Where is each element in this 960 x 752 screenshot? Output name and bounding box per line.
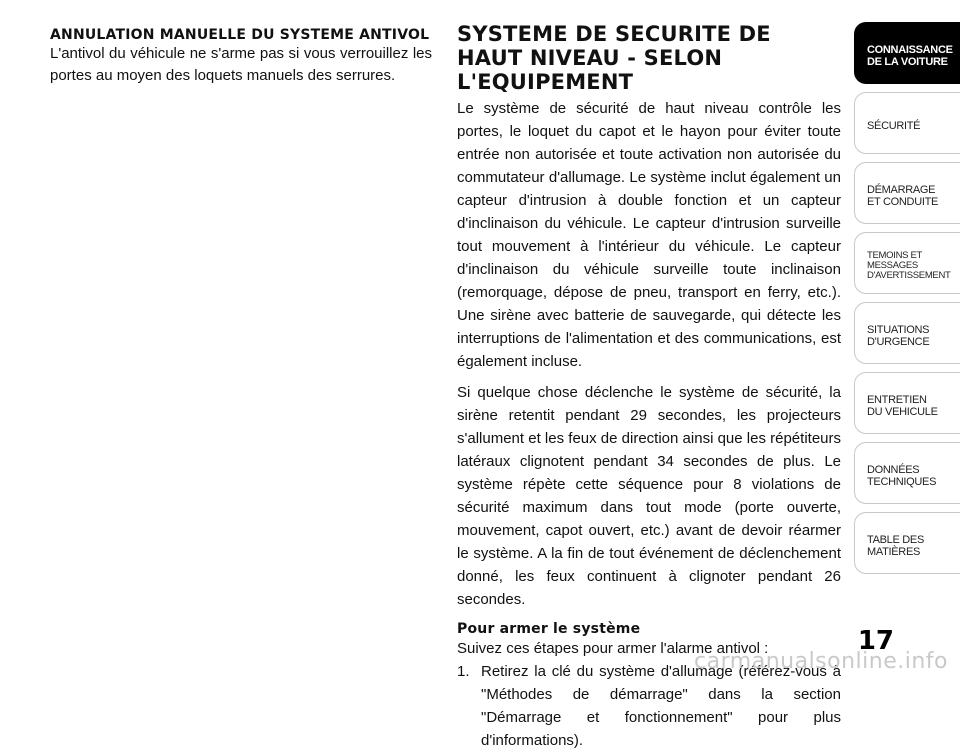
section-heading-manual-cancel: ANNULATION MANUELLE DU SYSTEME ANTIVOL: [50, 27, 430, 43]
tab-table[interactable]: [854, 512, 960, 574]
subheading-arm-system: Pour armer le système: [457, 621, 641, 637]
tab-demarrage[interactable]: [854, 162, 960, 224]
left-column: [50, 27, 432, 95]
tab-label: DONNÉES TECHNIQUES: [867, 464, 937, 488]
tab-donnees[interactable]: [854, 442, 960, 504]
tab-securite[interactable]: [854, 92, 960, 154]
paragraph-manual-cancel: L'antivol du véhicule ne s'arme pas si vous verrouillez les portes au moyen des loquets manuels des serrures.: [50, 45, 432, 84]
tab-label: DÉMARRAGE ET CONDUITE: [867, 184, 939, 208]
tab-temoins[interactable]: [854, 232, 960, 294]
right-column: [457, 22, 841, 752]
tab-situations[interactable]: [854, 302, 960, 364]
tab-entretien[interactable]: [854, 372, 960, 434]
paragraph-alarm-sequence: Si quelque chose déclenche le système de sécurité, la sirène retentit pendant 29 secondes, les projecteurs s'allument et les feux de direction ainsi que les répétiteurs latéraux clignotent pendant 34 secondes de plus. Le système répète cette séquence pour 8 violations de sécurité maximum dans tout mode (porte ouverte, mouvement, capot ouvert, etc.) avant de devoir réarmer le système. A la fin de tout événement de déclenchement donné, les feux continuent à clignoter pendant 26 secondes.: [457, 384, 841, 608]
chapter-tab-sidebar: [854, 22, 960, 582]
tab-label: TEMOINS ET MESSAGES D'AVERTISSEMENT: [867, 250, 951, 281]
paragraph-system-description: Le système de sécurité de haut niveau contrôle les portes, le loquet du capot et le hayon pour éviter toute entrée non autorisée et toute activation non autorisée du commutateur d'allumage. Le système inclut également un capteur d'intrusion à double fonction et un capteur d'inclinaison du véhicule. Le capteur d'intrusion surveille tout mouvement à l'intérieur du véhicule. Le capteur d'inclinaison du véhicule surveille toute inclinaison (remorquage, dépose de pneu, transport en ferry, etc.). Une sirène avec batterie de sauvegarde, qui détecte les interruptions de l'alimentation et des communications, est également incluse.: [457, 100, 841, 370]
step-text: Retirez la clé du système d'allumage (référez-vous à "Méthodes de démarrage" dans la section "Démarrage et fonctionnement" pour plus d'informations).: [481, 663, 841, 749]
tab-label: CONNAISSANCE DE LA VOITURE: [867, 44, 953, 68]
page-number: 17: [857, 626, 894, 656]
paragraph-arm-intro: Suivez ces étapes pour armer l'alarme antivol :: [457, 640, 769, 657]
tab-label: SÉCURITÉ: [867, 120, 921, 132]
section-heading-security-system: SYSTEME DE SECURITE DE HAUT NIVEAU - SELON L'EQUIPEMENT: [457, 22, 771, 94]
tab-label: ENTRETIEN DU VEHICULE: [867, 394, 938, 418]
watermark: carmanualsonline.info: [694, 649, 948, 674]
tab-label: TABLE DES MATIÈRES: [867, 534, 925, 558]
step-number: 1.: [457, 663, 470, 680]
tab-label: SITUATIONS D'URGENCE: [867, 324, 930, 348]
tab-connaissance[interactable]: [854, 22, 960, 84]
